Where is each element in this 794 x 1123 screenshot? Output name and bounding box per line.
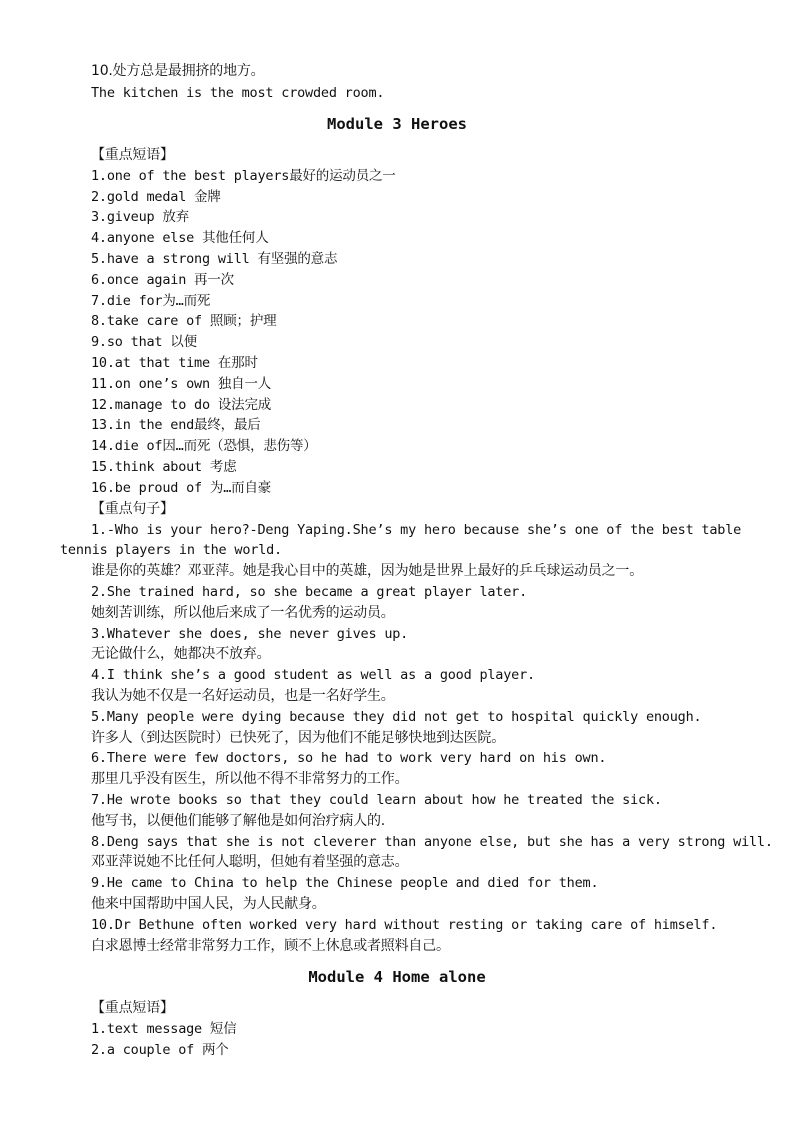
phrase-item: 10.at that time 在那时 — [91, 355, 258, 371]
sentence-en: 9.He came to China to help the Chinese people and died for them. — [91, 875, 599, 891]
phrase-item: 15.think about 考虑 — [91, 459, 237, 475]
phrase-item: 1.one of the best players最好的运动员之一 — [91, 168, 396, 184]
phrase-item: 14.die of因…而死（恐惧，悲伤等） — [91, 438, 317, 454]
prev-sentence-zh: 10.处方总是最拥挤的地方。 — [91, 63, 265, 79]
sentence-zh: 他来中国帮助中国人民，为人民献身。 — [91, 896, 326, 912]
phrase-item: 3.giveup 放弃 — [91, 209, 189, 225]
module4-title: Module 4 Home alone — [308, 968, 486, 986]
sentence-en: 5.Many people were dying because they did not get to hospital quickly enough. — [91, 709, 702, 725]
sentence-zh: 她刻苦训练，所以他后来成了一名优秀的运动员。 — [91, 605, 395, 621]
sentence-zh: 他写书，以便他们能够了解他是如何治疗病人的. — [91, 813, 386, 829]
phrase-item: 2.gold medal 金牌 — [91, 189, 221, 205]
sentence-zh: 邓亚萍说她不比任何人聪明，但她有着坚强的意志。 — [91, 854, 409, 870]
phrase-item: 1.text message 短信 — [91, 1021, 237, 1037]
sentence-zh: 无论做什么，她都决不放弃。 — [91, 646, 271, 662]
sentence-zh: 谁是你的英雄？邓亚萍。她是我心目中的英雄，因为她是世界上最好的乒乓球运动员之一。 — [91, 563, 643, 579]
phrase-item: 8.take care of 照顾；护理 — [91, 313, 277, 329]
module4-phrases-header: 【重点短语】 — [91, 1000, 174, 1016]
phrase-item: 2.a couple of 两个 — [91, 1042, 229, 1058]
sentence-en: 2.She trained hard, so she became a great player later. — [91, 584, 528, 600]
phrase-item: 13.in the end最终，最后 — [91, 417, 261, 433]
sentence-en: 8.Deng says that she is not cleverer than anyone else, but she has a very strong will. — [91, 834, 773, 850]
module3-sentences-header: 【重点句子】 — [91, 501, 174, 517]
phrase-item: 11.on one’s own 独自一人 — [91, 376, 272, 392]
phrase-item: 12.manage to do 设法完成 — [91, 397, 272, 413]
sentence-zh: 白求恩博士经常非常努力工作，顾不上休息或者照料自己。 — [91, 938, 450, 954]
sentence-zh: 那里几乎没有医生，所以他不得不非常努力的工作。 — [91, 771, 409, 787]
sentence-en: 6.There were few doctors, so he had to work very hard on his own. — [91, 750, 607, 766]
module3-phrases-header: 【重点短语】 — [91, 147, 174, 163]
sentence-en: 7.He wrote books so that they could learn about how he treated the sick. — [91, 792, 662, 808]
phrase-item: 6.once again 再一次 — [91, 272, 234, 288]
sentence-en-continued: tennis players in the world. — [60, 542, 282, 558]
sentence-en: 10.Dr Bethune often worked very hard without resting or taking care of himself. — [91, 917, 718, 933]
sentence-en: 4.I think she’s a good student as well as a good player. — [91, 667, 535, 683]
phrase-item: 16.be proud of 为…而自豪 — [91, 480, 272, 496]
sentence-zh: 我认为她不仅是一名好运动员，也是一名好学生。 — [91, 688, 395, 704]
sentence-en: 1.-Who is your hero?-Deng Yaping.She’s my hero because she’s one of the best table — [91, 522, 742, 538]
sentence-en: 3.Whatever she does, she never gives up. — [91, 626, 409, 642]
phrase-item: 5.have a strong will 有坚强的意志 — [91, 251, 338, 267]
phrase-item: 7.die for为…而死 — [91, 293, 211, 309]
phrase-item: 4.anyone else 其他任何人 — [91, 230, 269, 246]
module3-title: Module 3 Heroes — [327, 115, 467, 133]
sentence-zh: 许多人（到达医院时）已快死了，因为他们不能足够快地到达医院。 — [91, 730, 505, 746]
phrase-item: 9.so that 以便 — [91, 334, 197, 350]
prev-sentence-en: The kitchen is the most crowded room. — [91, 85, 385, 101]
